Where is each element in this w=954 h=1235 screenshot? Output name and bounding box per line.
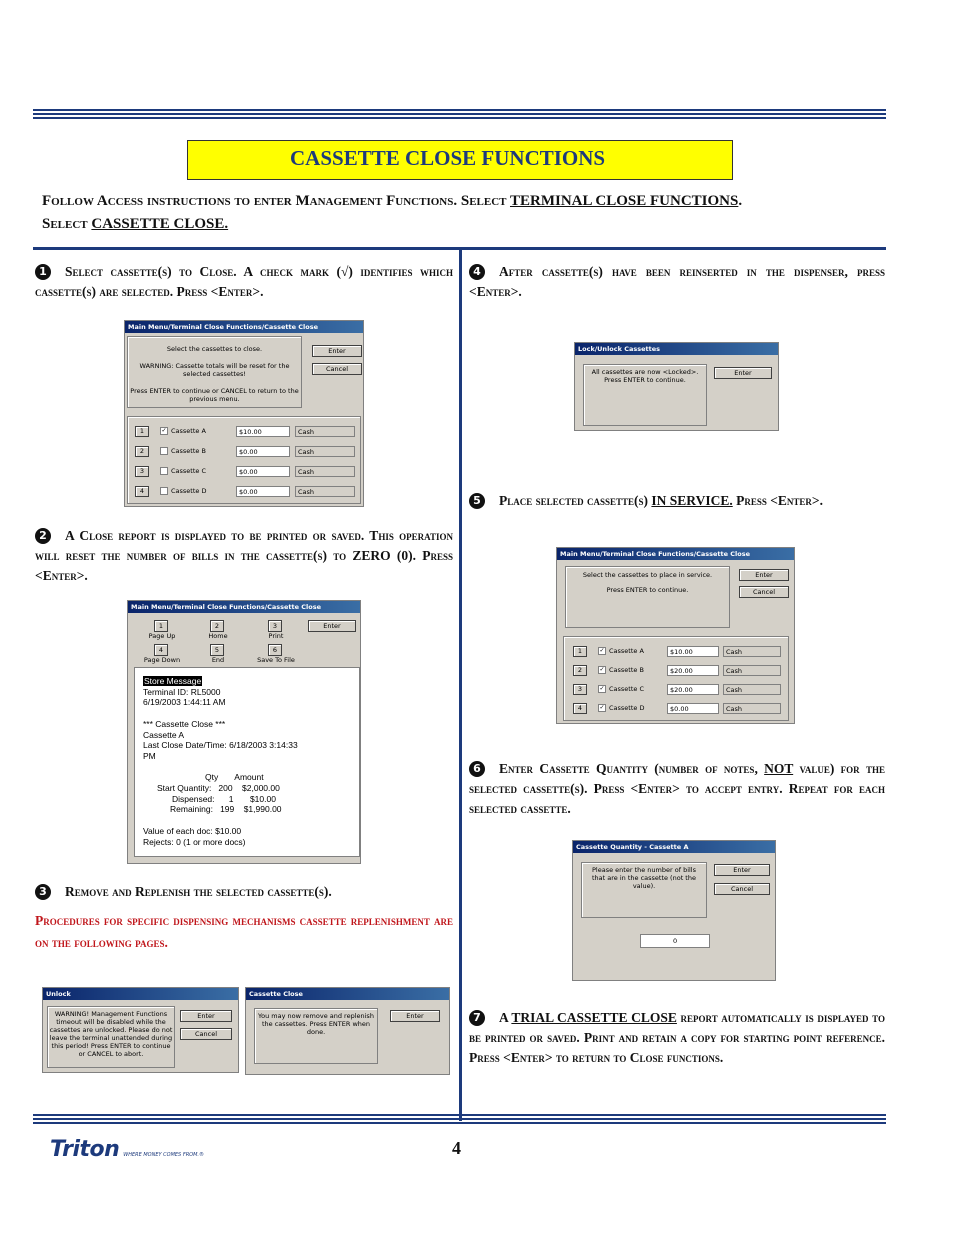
dialog-title: Main Menu/Terminal Close Functions/Cassette Close	[125, 321, 363, 333]
cassette-row[interactable]: 2 Cassette B $0.00 Cash	[135, 446, 357, 458]
top-rule	[33, 109, 886, 119]
checkbox[interactable]	[160, 467, 168, 475]
dialog-title: Main Menu/Terminal Close Functions/Cassette Close	[557, 548, 794, 560]
cancel-button[interactable]: Cancel	[739, 586, 789, 598]
trial-cassette-close-link: TRIAL CASSETTE CLOSE	[511, 1010, 677, 1025]
intro-text: Follow Access instructions to enter Management Functions. Select TERMINAL CLOSE FUNCTIONS. Select CASSETTE CLOSE.	[42, 193, 743, 232]
step-number-7: 7	[469, 1010, 485, 1026]
enter-button[interactable]: Enter	[714, 367, 772, 379]
enter-button[interactable]: Enter	[714, 864, 770, 876]
dialog-title: Lock/Unlock Cassettes	[575, 343, 778, 355]
close-report-dialog: Main Menu/Terminal Close Functions/Cassette Close 1 Page Up 2 Home 3 Print 4 Page Down 5 End 6 Save To File Enter Store Message Terminal ID: RL5000 6/19/2003 1:44:11 AM *** Cassette Close *** Cassette A Last Close Date/Time: 6/18/2003 3:14:33 PM Qty Amount Start Quantity: 200 $2,000.00 Dispensed: 1 $10.00 Remaining: 199 $1,990.00 Value of each doc: $10.00 Rejects: 0 (1 or more docs)	[127, 600, 361, 864]
cassette-row[interactable]: 1 ✓ Cassette A $10.00 Cash	[573, 646, 788, 658]
cancel-button[interactable]: Cancel	[312, 363, 362, 375]
cassette-row[interactable]: 4 ✓ Cassette D $0.00 Cash	[573, 703, 788, 715]
lock-unlock-dialog: Lock/Unlock Cassettes All cassettes are now <Locked>. Press ENTER to continue. Enter	[574, 342, 779, 431]
step-4: 4 After cassette(s) have been reinserted in the dispenser, press <Enter>.	[469, 264, 885, 299]
step-number-4: 4	[469, 264, 485, 280]
bottom-rule	[33, 1114, 886, 1124]
step-1: 1 Select cassette(s) to Close. A check mark (√) identifies which cassette(s) are selected. Press <Enter>.	[35, 264, 453, 299]
page-number: 4	[452, 1138, 461, 1158]
step-5: 5 Place selected cassette(s) IN SERVICE. Press <Enter>.	[469, 491, 885, 511]
checkbox[interactable]: ✓	[599, 647, 605, 654]
cassette-row[interactable]: 2 ✓ Cassette B $20.00 Cash	[573, 665, 788, 677]
cassette-close-link: CASSETTE CLOSE.	[91, 216, 229, 232]
checkbox[interactable]: ✓	[161, 427, 167, 434]
step-number-3: 3	[35, 884, 51, 900]
cassette-row[interactable]: 1 ✓ Cassette A $10.00 Cash	[135, 426, 357, 438]
dialog-title: Cassette Close	[246, 988, 449, 1000]
terminal-close-functions-link: TERMINAL CLOSE FUNCTIONS	[509, 193, 739, 209]
logo-wordmark: Triton	[50, 1137, 120, 1162]
cassette-close-dialog: Main Menu/Terminal Close Functions/Cassette Close Select the cassettes to close. WARNING: Cassette totals will be reset for the selected cassettes! Press ENTER to continue or CANCEL to return to the previous menu. Enter Cancel 1 ✓ Cassette A $10.00 Cash 2 Cassette B $0.00 Cash 3 Cassette C $0.00 Cash 4 Cassette D $0.00 Cash	[124, 320, 364, 507]
unlock-dialog: Unlock WARNING! Management Functions timeout will be disabled while the cassettes are unlocked. Please do not leave the terminal unattended during this period! Press ENTER to continue or CANCEL to abort. Enter Cancel	[42, 987, 239, 1073]
quantity-input[interactable]: 0	[640, 934, 710, 948]
cassette-close-replenish-dialog: Cassette Close You may now remove and replenish the cassettes. Press ENTER when done. Enter	[245, 987, 450, 1075]
page-title: CASSETTE CLOSE FUNCTIONS	[290, 146, 606, 170]
page-title-box	[187, 140, 733, 180]
step-number-5: 5	[469, 493, 485, 509]
enter-button[interactable]: Enter	[308, 620, 356, 632]
step-6: 6 Enter Cassette Quantity (number of notes, NOT value) for the selected cassette(s). Press <Enter> to accept entry. Repeat for each selected cassette.	[469, 761, 886, 816]
cassette-row[interactable]: 3 Cassette C $0.00 Cash	[135, 466, 357, 478]
enter-button[interactable]: Enter	[180, 1010, 232, 1022]
checkbox[interactable]: ✓	[599, 704, 605, 711]
checkbox[interactable]: ✓	[599, 666, 605, 673]
dialog-title: Unlock	[43, 988, 238, 1000]
in-service-link: IN SERVICE.	[651, 493, 733, 508]
not-emphasis: NOT	[764, 761, 794, 776]
step-number-6: 6	[469, 761, 485, 777]
checkbox[interactable]: ✓	[599, 685, 605, 692]
checkbox[interactable]	[160, 487, 168, 495]
step-2: 2 A Close report is displayed to be printed or saved. This operation will reset the number of bills in the cassette(s) to ZERO (0). Press <Enter>.	[35, 528, 453, 583]
checkbox[interactable]	[160, 447, 168, 455]
column-divider	[459, 247, 462, 1121]
cancel-button[interactable]: Cancel	[180, 1028, 232, 1040]
step-3: 3 Remove and Replenish the selected cassette(s).	[35, 882, 453, 902]
cassette-quantity-dialog: Cassette Quantity - Cassette A Please enter the number of bills that are in the cassette (not the value). Enter Cancel 0	[572, 840, 776, 981]
enter-button[interactable]: Enter	[390, 1010, 440, 1022]
cancel-button[interactable]: Cancel	[714, 883, 770, 895]
step-7: 7 A TRIAL CASSETTE CLOSE report automatically is displayed to be printed or saved. Print and retain a copy for starting point reference. Press <Enter> to return to Close functions.	[469, 1010, 885, 1065]
cassette-row[interactable]: 3 ✓ Cassette C $20.00 Cash	[573, 684, 788, 696]
logo-tagline: WHERE MONEY COMES FROM.®	[123, 1152, 205, 1158]
step-number-1: 1	[35, 264, 51, 280]
triton-logo	[50, 1137, 204, 1162]
dialog-title: Main Menu/Terminal Close Functions/Cassette Close	[128, 601, 360, 613]
step-3-note: Procedures for specific dispensing mechanisms cassette replenishment are on the following pages.	[35, 913, 453, 950]
step-number-2: 2	[35, 528, 51, 544]
enter-button[interactable]: Enter	[739, 569, 789, 581]
dialog-title: Cassette Quantity - Cassette A	[573, 841, 775, 853]
cassette-row[interactable]: 4 Cassette D $0.00 Cash	[135, 486, 357, 498]
place-in-service-dialog: Main Menu/Terminal Close Functions/Cassette Close Select the cassettes to place in service. Press ENTER to continue. Enter Cancel 1 ✓ Cassette A $10.00 Cash 2 ✓ Cassette B $20.00 Cash 3 ✓ Cassette C $20.00 Cash 4 ✓ Cassette D $0.00 Cash	[556, 547, 795, 724]
report-text: Store Message Terminal ID: RL5000 6/19/2003 1:44:11 AM *** Cassette Close *** Cassette A Last Close Date/Time: 6/18/2003 3:14:33 PM Qty Amount Start Quantity: 200 $2,000.00 Dispensed: 1 $10.00 Remaining: 199 $1,990.00 Value of each doc: $10.00 Rejects: 0 (1 or more docs)	[134, 667, 360, 857]
enter-button[interactable]: Enter	[312, 345, 362, 357]
